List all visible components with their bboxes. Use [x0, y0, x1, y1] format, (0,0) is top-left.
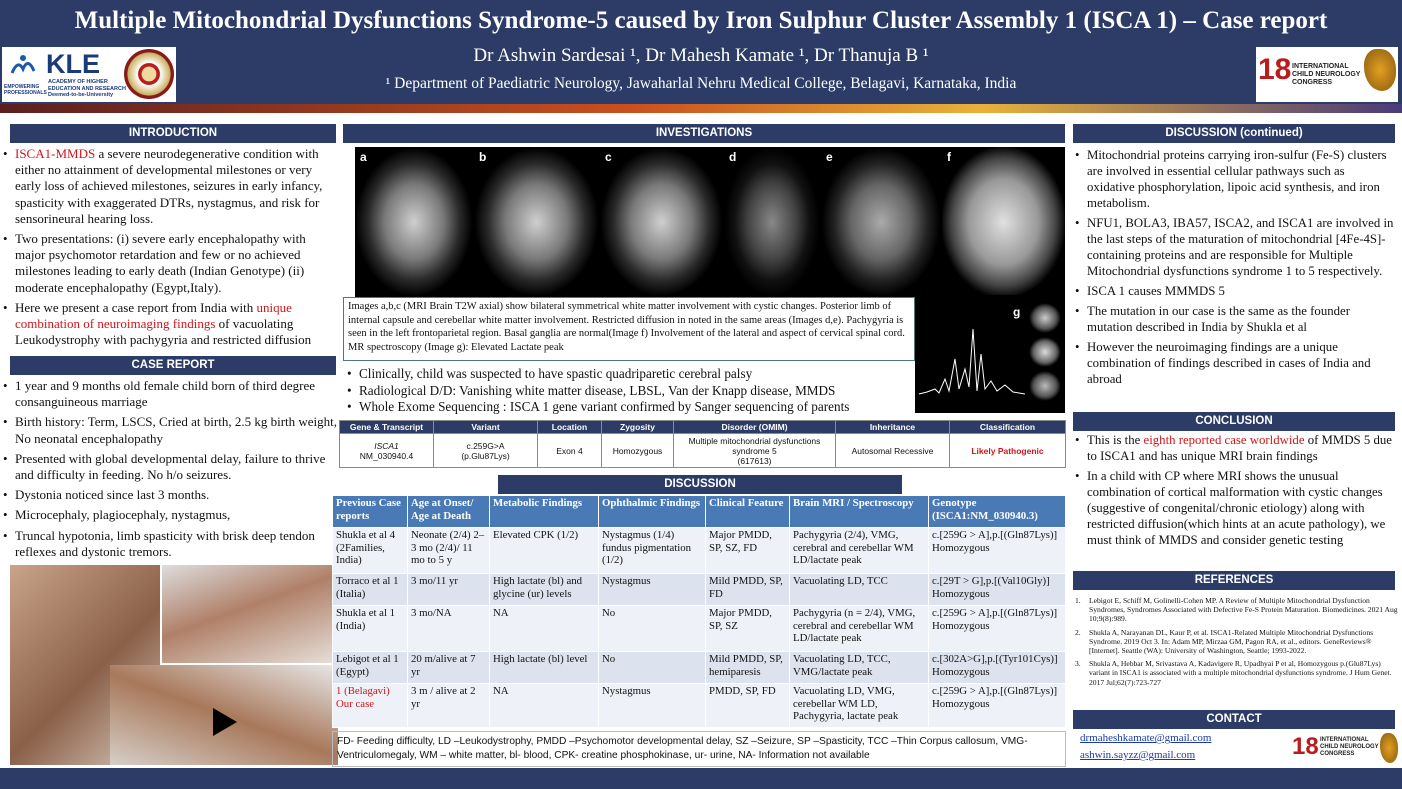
- list-item: • Dystonia noticed since last 3 months.: [1, 487, 339, 503]
- list-item: • Whole Exome Sequencing : ISCA 1 gene variant confirmed by Sanger sequencing of parents: [345, 399, 915, 415]
- list-item: • Birth history: Term, LSCS, Cried at birth, 2.5 kg birth weight, No neonatal encephalopathy: [1, 414, 339, 446]
- list-item: • Mitochondrial proteins carrying iron-sulfur (Fe-S) clusters are involved in essential cellular pathways such as oxidative phosphorylation, lipoic acid synthesis, and iron metabolism.: [1073, 147, 1395, 211]
- mr-spectroscopy-image: [915, 295, 1065, 413]
- discussion-continued-heading: DISCUSSION (continued): [1073, 124, 1395, 143]
- list-item: • Presented with global developmental delay, failure to thrive and difficulty in feeding. No h/o seizures.: [1, 451, 339, 483]
- contact-heading: CONTACT: [1073, 710, 1395, 729]
- list-item: • ISCA1-MMDS a severe neurodegenerative condition with either no attainment of developmental milestones or very early loss of achieved milestones, seizures in early infancy, spasticity with exaggerated DTRs, nystagmus, and risk for sensorineural hearing loss.: [1, 146, 339, 227]
- list-item: • The mutation in our case is the same as the founder mutation described in India by Shukla et al: [1073, 303, 1395, 335]
- investigation-bullets: [345, 366, 915, 416]
- kle-tag: EMPOWERING PROFESSIONALS: [4, 84, 47, 96]
- list-item: • In a child with CP where MRI shows the unusual combination of cortical malformation with cystic changes (suggestive of congenital/chronic etiology) along with restricted diffusion(which hints at an acute pathology), we must think of MMDS and consider genetic testing: [1073, 468, 1395, 548]
- references-heading: REFERENCES: [1073, 571, 1395, 590]
- introduction-heading: INTRODUCTION: [10, 124, 336, 143]
- conclusion-list: [1073, 432, 1395, 552]
- mri-image-b: b: [474, 147, 599, 297]
- kle-sub: ACADEMY OF HIGHER EDUCATION AND RESEARCH Deemed-to-be-University: [48, 79, 126, 98]
- genetic-variant-table: [339, 420, 1066, 468]
- abbreviations-note: FD- Feeding difficulty, LD –Leukodystrophy, PMDD –Psychomotor developmental delay, SZ –Seizure, SP –Spasticity, TCC –Thin Corpus callosum, VMG-Ventriculomegaly, WM – white matter, bl- blood, CPK- creatine phosphokinase, ur- urine, NA- Information not available: [332, 731, 1066, 767]
- mri-caption: Images a,b,c (MRI Brain T2W axial) show bilateral symmetrical white matter involvement with cystic changes. Posterior limb of internal capsule and cerebellar white matter involvement. Restricted diffusion in noted in the same areas (Images d,e). Pachygyria is seen in the left frontoparietal region. Basal ganglia are normal(Image f) Involvement of the lateral and aspect of cervical spinal cord. MR spectroscopy (Image g): Elevated Lactate peak: [343, 297, 915, 361]
- congress-name: INTERNATIONAL CHILD NEUROLOGY CONGRESS: [1292, 63, 1361, 86]
- mrs-thumb-3: [1029, 371, 1061, 401]
- mri-image-a: a: [355, 147, 473, 297]
- list-item: • 1 year and 9 months old female child born of third degree consanguineous marriage: [1, 378, 339, 410]
- mri-image-c: c: [600, 147, 723, 297]
- poster-authors: Dr Ashwin Sardesai ¹, Dr Mahesh Kamate ¹, Dr Thanuja B ¹: [473, 45, 929, 66]
- mrs-thumb-2: [1029, 337, 1061, 367]
- mri-image-e: e: [821, 147, 941, 297]
- mri-image-f: f: [942, 147, 1065, 297]
- empowering-icon: [8, 51, 38, 83]
- table-row: Torraco et al 1 (Italia) 3 mo/11 yr High lactate (bl) and glycine (ur) levels Nystagmus Mild PMDD, SP, FD Vacuolating LD, TCC c.[29T > G],p.[(Val10Gly)] Homozygous: [333, 574, 1066, 606]
- list-item: 3. Shukla A, Hebbar M, Srivastava A, Kadavigere R, Upadhyai P et al, Homozygous p.(Glu87Lys) variant in ISCA1 is associated with a multiple mitochondrial dysfunctions syndrome. J Hum Genet. 2017 Jul;62(7):723-727: [1075, 659, 1392, 687]
- congress-number: 18: [1292, 733, 1319, 760]
- list-item: • This is the eighth reported case worldwide of MMDS 5 due to ISCA1 and has unique MRI brain findings: [1073, 432, 1395, 464]
- list-item: 2. Shukla A, Narayanan DL, Kaur P, et al. ISCA1-Related Multiple Mitochondrial Dysfunctions Syndrome. 2019 Oct 3. In: Adam MP, Mirzaa GM, Pagon RA, et al., editors. GeneReviews® [Internet]. Seattle (WA): University of Washington, Seattle; 1993-2022.: [1075, 627, 1374, 656]
- mri-label-g: g: [1013, 305, 1021, 319]
- references-list: [1073, 596, 1399, 691]
- list-item: • Microcephaly, plagiocephaly, nystagmus,: [1, 507, 339, 523]
- patient-photo-right-top: [162, 565, 338, 663]
- congress-name: INTERNATIONAL CHILD NEUROLOGY CONGRESS: [1320, 737, 1379, 757]
- discussion-table: [332, 495, 1066, 728]
- table-row: ISCA1 NM_030940.4 c.259G>A (p.Glu87Lys) Exon 4 Homozygous Multiple mitochondrial dysfunctions syndrome 5 (617613) Autosomal Recessive Likely Pathogenic: [340, 434, 1066, 468]
- footer-bar: [0, 768, 1402, 789]
- poster-title: Multiple Mitochondrial Dysfunctions Syndrome-5 caused by Iron Sulphur Cluster Assembly 1 (ISCA 1) – Case report: [74, 7, 1328, 34]
- map-africa-icon: [1364, 49, 1396, 91]
- conclusion-heading: CONCLUSION: [1073, 412, 1395, 431]
- mri-image-d: d: [724, 147, 820, 297]
- header-stripe: [0, 104, 1402, 113]
- email-link-1[interactable]: drmaheshkamate@gmail.com: [1080, 732, 1212, 744]
- college-seal-icon: [124, 49, 174, 99]
- list-item: • ISCA 1 causes MMMDS 5: [1073, 283, 1395, 299]
- list-item: • NFU1, BOLA3, IBA57, ISCA2, and ISCA1 are involved in the last steps of the maturation of mitochondrial [4Fe-4S]-containing proteins and are responsible for Multiple Mitochondrial dysfunctions syndrome 1 to 5 respectively.: [1073, 215, 1395, 279]
- table-row-our-case: 1 (Belagavi) Our case 3 m / alive at 2 yr NA Nystagmus PMDD, SP, FD Vacuolating LD, VMG, cerebellar WM LD, Pachygyria, lactate peak c.[259G > A],p.[(Gln87Lys)] Homozygous: [333, 684, 1066, 728]
- table-row: Shukla et al 1 (India) 3 mo/NA NA No Major PMDD, SP, SZ Pachygyria (n = 2/4), VMG, cerebral and cerebellar WM LD/lactate peak c.[259G > A],p.[(Gln87Lys)] Homozygous: [333, 606, 1066, 652]
- introduction-list: [1, 146, 339, 352]
- list-item: • Radiological D/D: Vanishing white matter disease, LBSL, Van der Knapp disease, MMDS: [345, 383, 915, 399]
- list-item: • Here we present a case report from India with unique combination of neuroimaging findings of vacuolating Leukodystrophy with pachygyria and restricted diffusion: [1, 300, 339, 349]
- list-item: • However the neuroimaging findings are a unique combination of findings described in cases of India and abroad: [1073, 339, 1395, 387]
- congress-number: 18: [1258, 53, 1292, 86]
- table-header-row: Previous Case reports Age at Onset/ Age at Death Metabolic Findings Ophthalmic Findings Clinical Feature Brain MRI / Spectroscopy Genotype (ISCA1:NM_030940.3): [333, 496, 1066, 528]
- congress-logo-bottom: [1290, 731, 1400, 767]
- investigations-heading: INVESTIGATIONS: [343, 124, 1065, 143]
- table-row: Shukla et al 4 (2Families, India) Neonate (2/4) 2–3 mo (2/4)/ 11 mo to 5 y Elevated CPK (1/2) Nystagmus (1/4) fundus pigmentation (1/2) Major PMDD, SP, SZ, FD Pachygyria (2/4), VMG, cerebral and cerebellar WM LD/lactate peak c.[259G > A],p.[(Gln87Lys)] Homozygous: [333, 528, 1066, 574]
- case-report-list: [1, 378, 339, 564]
- kle-logo: [2, 47, 176, 102]
- list-item: 1. Lebigot E, Schiff M, Golinelli-Cohen MP. A Review of Multiple Mitochondrial Dysfunction Syndromes, Syndromes Associated with Defective Fe-S Protein Maturation. Biomedicines. 2021 Aug 10;9(8):989.: [1075, 596, 1398, 624]
- list-item: • Clinically, child was suspected to have spastic quadriparetic cerebral palsy: [345, 366, 915, 382]
- table-row: Lebigot et al 1 (Egypt) 20 m/alive at 7 yr High lactate (bl) level No Mild PMDD, SP, hemiparesis Vacuolating LD, TCC, VMG/lactate peak c.[302A>G],p.[(Tyr101Cys)] Homozygous: [333, 652, 1066, 684]
- poster-affiliation: ¹ Department of Paediatric Neurology, Jawaharlal Nehru Medical College, Belagavi, Karnataka, India: [385, 75, 1017, 92]
- table-header-row: Gene & Transcript Variant Location Zygosity Disorder (OMIM) Inheritance Classification: [340, 421, 1066, 434]
- mrs-thumb-1: [1029, 303, 1061, 333]
- privacy-mask: [213, 708, 237, 736]
- map-africa-icon: [1380, 733, 1398, 763]
- email-link-2[interactable]: ashwin.sayzz@gmail.com: [1080, 749, 1196, 761]
- case-report-heading: CASE REPORT: [10, 356, 336, 375]
- discussion-heading: DISCUSSION: [498, 475, 902, 494]
- list-item: • Two presentations: (i) severe early encephalopathy with major psychomotor retardation and few or no achieved milestones leading to early death (Indian Genotype) (ii) moderate encephalopathy (Egypt,Italy).: [1, 231, 339, 296]
- congress-logo-top: [1256, 47, 1398, 102]
- kle-wordmark: KLE: [46, 49, 100, 79]
- spectrum-plot-icon: [917, 299, 1027, 409]
- list-item: • Truncal hypotonia, limb spasticity with brisk deep tendon reflexes and dystonic tremors.: [1, 528, 339, 560]
- discussion-continued-list: [1073, 147, 1395, 391]
